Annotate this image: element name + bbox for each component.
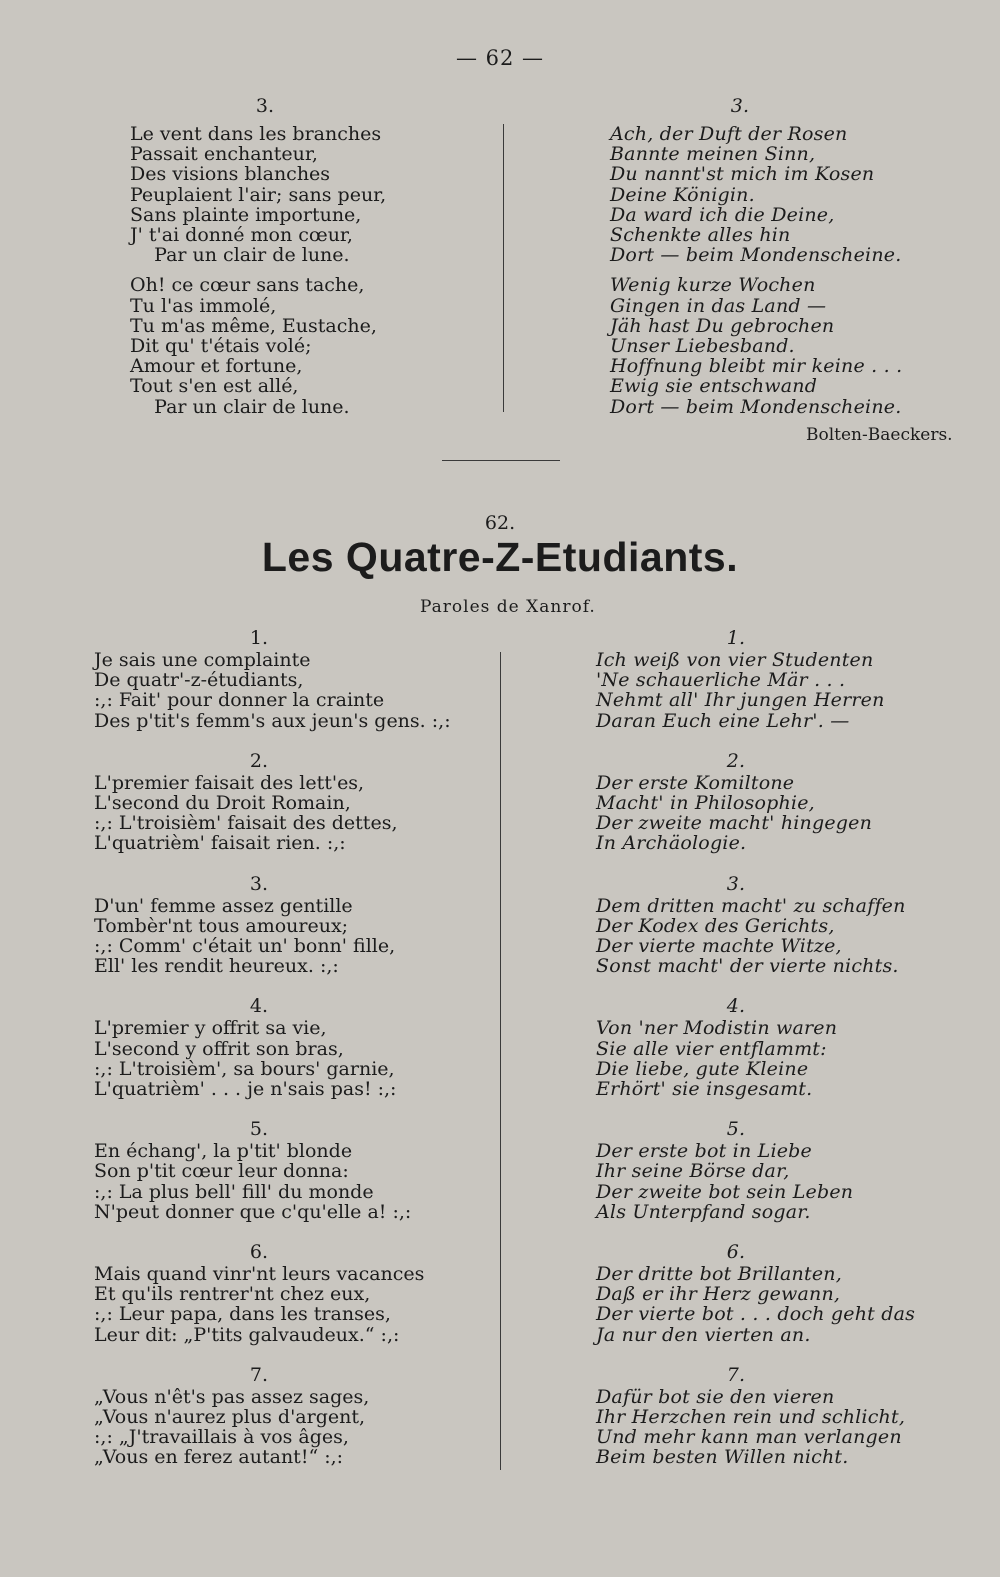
stanza bbox=[130, 124, 400, 265]
verse-line: Sans plainte importune, bbox=[130, 203, 362, 226]
stanza bbox=[130, 275, 400, 416]
verse-line: Sie alle vier entflammt: bbox=[596, 1037, 827, 1060]
song-number: 62. bbox=[484, 512, 516, 534]
stanza bbox=[596, 773, 916, 854]
verse-line: „Vous en ferez autant!“ :,: bbox=[94, 1446, 344, 1469]
verse-line: Von 'ner Modistin waren bbox=[596, 1017, 838, 1040]
verse-line: Tu l'as immolé, bbox=[130, 294, 277, 317]
verse-line: De quatr'-z-étudiants, bbox=[94, 669, 304, 692]
stanza-number: 3. bbox=[255, 95, 275, 117]
verse-line: Je sais une complainte bbox=[94, 649, 311, 671]
verse-line: Der dritte bot Brillanten, bbox=[596, 1263, 842, 1286]
stanza bbox=[596, 1141, 916, 1222]
prev-song-german-column bbox=[610, 94, 910, 417]
verse-line: N'peut donner que c'qu'elle a! :,: bbox=[94, 1200, 412, 1223]
verse-line: Der zweite macht' hingegen bbox=[596, 812, 873, 835]
verse-line: Dafür bot sie den vieren bbox=[596, 1385, 835, 1408]
verse-line: Ewig sie entschwand bbox=[610, 375, 818, 398]
stanza-number: 1. bbox=[726, 627, 746, 649]
stanza bbox=[94, 1387, 454, 1468]
verse-line: Dem dritten macht' zu schaffen bbox=[596, 894, 906, 917]
verse-line: Tu m'as même, Eustache, bbox=[130, 314, 377, 337]
verse-line: L'quatrièm' faisait rien. :,: bbox=[94, 832, 346, 855]
verse-line: Schenkte alles hin bbox=[610, 224, 791, 247]
stanza-number: 6. bbox=[249, 1241, 269, 1264]
verse-line: Par un clair de lune. bbox=[130, 395, 350, 418]
verse-line: :,: Leur papa, dans les transes, bbox=[94, 1303, 391, 1326]
verse-line: :,: Comm' c'était un' bonn' fille, bbox=[94, 935, 396, 958]
verse-line: Tombèr'nt tous amoureux; bbox=[94, 914, 349, 937]
verse-line: Oh! ce cœur sans tache, bbox=[130, 274, 365, 297]
verse-line: Der vierte machte Witze, bbox=[596, 935, 842, 958]
verse-line: Ihr Herzchen rein und schlicht, bbox=[596, 1406, 906, 1429]
stanza-block bbox=[596, 872, 916, 977]
verse-line: Macht' in Philosophie, bbox=[596, 792, 815, 815]
verse-line: 'Ne schauerliche Mär . . . bbox=[596, 669, 846, 692]
stanza-number: 2. bbox=[249, 749, 269, 772]
stanza-number: 3. bbox=[730, 95, 750, 117]
stanza-number: 2. bbox=[726, 749, 746, 772]
verse-line: :,: Fait' pour donner la crainte bbox=[94, 689, 385, 712]
verse-line: Mais quand vinr'nt leurs vacances bbox=[94, 1263, 425, 1286]
verse-line: Gingen in das Land — bbox=[610, 294, 827, 317]
verse-line: Sonst macht' der vierte nichts. bbox=[596, 955, 899, 978]
stanza bbox=[596, 1018, 916, 1099]
stanza-number: 3. bbox=[249, 872, 269, 895]
stanza-block bbox=[94, 994, 454, 1099]
stanza-block bbox=[94, 1363, 454, 1468]
verse-line: Ja nur den vierten an. bbox=[596, 1323, 811, 1346]
verse-line: Der Kodex des Gerichts, bbox=[596, 914, 835, 937]
verse-line: Erhört' sie insgesamt. bbox=[596, 1078, 813, 1101]
verse-line: Tout s'en est allé, bbox=[130, 375, 299, 398]
verse-line: Dort — beim Mondenscheine. bbox=[610, 395, 902, 418]
verse-line: Dit qu' t'étais volé; bbox=[130, 335, 312, 358]
verse-line: Deine Königin. bbox=[610, 183, 755, 206]
verse-line: Nehmt all' Ihr jungen Herren bbox=[596, 689, 885, 712]
verse-line: Par un clair de lune. bbox=[130, 244, 350, 267]
stanza bbox=[596, 1264, 916, 1345]
stanza bbox=[94, 1264, 454, 1345]
verse-line: Und mehr kann man verlangen bbox=[596, 1426, 902, 1449]
verse-line: Der erste Komiltone bbox=[596, 771, 795, 794]
author-credit: Bolten-Baeckers. bbox=[806, 425, 953, 445]
stanza bbox=[596, 896, 916, 977]
column-divider bbox=[500, 652, 501, 1470]
verse-line: L'second y offrit son bras, bbox=[94, 1037, 344, 1060]
stanza-block bbox=[596, 994, 916, 1099]
stanza-number: 1. bbox=[249, 627, 269, 649]
stanza-block bbox=[94, 1240, 454, 1345]
section-rule bbox=[442, 460, 560, 461]
verse-line: D'un' femme assez gentille bbox=[94, 894, 353, 917]
verse-line: Ich weiß von vier Studenten bbox=[596, 649, 874, 671]
stanza-number: 7. bbox=[726, 1363, 746, 1386]
verse-line: Leur dit: „P'tits galvaudeux.“ :,: bbox=[94, 1323, 400, 1346]
column-divider bbox=[503, 124, 504, 412]
verse-line: En échang', la p'tit' blonde bbox=[94, 1140, 353, 1163]
stanza-block bbox=[94, 749, 454, 854]
prev-song-french-column bbox=[130, 94, 400, 417]
verse-line: Der erste bot in Liebe bbox=[596, 1140, 812, 1163]
verse-line: L'second du Droit Romain, bbox=[94, 792, 351, 815]
stanza-number: 3. bbox=[726, 872, 746, 895]
stanza-block bbox=[94, 872, 454, 977]
verse-line: Amour et fortune, bbox=[130, 355, 303, 378]
song-german-column bbox=[596, 626, 916, 1468]
verse-line: :,: L'troisièm' faisait des dettes, bbox=[94, 812, 398, 835]
stanza bbox=[94, 1141, 454, 1222]
verse-line: :,: L'troisièm', sa bours' garnie, bbox=[94, 1057, 395, 1080]
stanza-block bbox=[94, 1117, 454, 1222]
verse-line: „Vous n'êt's pas assez sages, bbox=[94, 1385, 370, 1408]
verse-line: Jäh hast Du gebrochen bbox=[610, 314, 835, 337]
lyrics-credit: Paroles de Xanrof. bbox=[420, 597, 596, 617]
verse-line: L'quatrièm' . . . je n'sais pas! :,: bbox=[94, 1078, 397, 1101]
verse-line: J' t'ai donné mon cœur, bbox=[130, 224, 353, 247]
stanza-block bbox=[596, 626, 916, 731]
stanza-number: 4. bbox=[249, 995, 269, 1018]
verse-line: Peuplaient l'air; sans peur, bbox=[130, 183, 387, 206]
verse-line: L'premier y offrit sa vie, bbox=[94, 1017, 327, 1040]
verse-line: Ach, der Duft der Rosen bbox=[610, 123, 848, 145]
verse-line: Son p'tit cœur leur donna: bbox=[94, 1160, 349, 1183]
stanza-block bbox=[596, 749, 916, 854]
verse-line: Daß er ihr Herz gewann, bbox=[596, 1283, 841, 1306]
verse-line: Du nannt'st mich im Kosen bbox=[610, 163, 875, 186]
verse-line: Passait enchanteur, bbox=[130, 143, 318, 166]
verse-line: Wenig kurze Wochen bbox=[610, 274, 816, 297]
verse-line: Bannte meinen Sinn, bbox=[610, 143, 816, 166]
verse-line: Et qu'ils rentrer'nt chez eux, bbox=[94, 1283, 371, 1306]
song-title: Les Quatre-Z-Etudiants. bbox=[261, 534, 739, 580]
stanza-block bbox=[596, 1117, 916, 1222]
stanza bbox=[596, 650, 916, 731]
stanza-block bbox=[596, 1363, 916, 1468]
verse-line: Dort — beim Mondenscheine. bbox=[610, 244, 902, 267]
verse-line: In Archäologie. bbox=[596, 832, 747, 855]
stanza-number: 5. bbox=[249, 1118, 269, 1141]
stanza-block bbox=[596, 1240, 916, 1345]
verse-line: L'premier faisait des lett'es, bbox=[94, 771, 365, 794]
stanza-number: 6. bbox=[726, 1241, 746, 1264]
stanza bbox=[610, 275, 910, 416]
verse-line: Ell' les rendit heureux. :,: bbox=[94, 955, 339, 978]
stanza bbox=[610, 124, 910, 265]
stanza bbox=[94, 773, 454, 854]
verse-line: :,: La plus bell' fill' du monde bbox=[94, 1180, 374, 1203]
verse-line: Daran Euch eine Lehr'. — bbox=[596, 709, 850, 732]
stanza-number: 7. bbox=[249, 1363, 269, 1386]
stanza-number: 5. bbox=[726, 1118, 746, 1141]
verse-line: Als Unterpfand sogar. bbox=[596, 1200, 811, 1223]
stanza-number: 4. bbox=[726, 995, 746, 1018]
verse-line: Die liebe, gute Kleine bbox=[596, 1057, 809, 1080]
stanza bbox=[596, 1387, 916, 1468]
stanza bbox=[94, 896, 454, 977]
verse-line: Beim besten Willen nicht. bbox=[596, 1446, 849, 1469]
verse-line: Hoffnung bleibt mir keine . . . bbox=[610, 355, 903, 378]
song-french-column bbox=[94, 626, 454, 1468]
verse-line: Le vent dans les branches bbox=[130, 123, 382, 145]
stanza bbox=[94, 1018, 454, 1099]
verse-line: Des visions blanches bbox=[130, 163, 331, 186]
verse-line: Der vierte bot . . . doch geht das bbox=[596, 1303, 916, 1326]
verse-line: Unser Liebesband. bbox=[610, 335, 795, 358]
verse-line: :,: „J'travaillais à vos âges, bbox=[94, 1426, 349, 1449]
page-number: — 62 — bbox=[455, 46, 545, 70]
stanza-block bbox=[94, 626, 454, 731]
stanza bbox=[94, 650, 454, 731]
verse-line: Der zweite bot sein Leben bbox=[596, 1180, 854, 1203]
verse-line: Des p'tit's femm's aux jeun's gens. :,: bbox=[94, 709, 451, 732]
verse-line: Da ward ich die Deine, bbox=[610, 203, 835, 226]
verse-line: Ihr seine Börse dar, bbox=[596, 1160, 790, 1183]
verse-line: „Vous n'aurez plus d'argent, bbox=[94, 1406, 366, 1429]
